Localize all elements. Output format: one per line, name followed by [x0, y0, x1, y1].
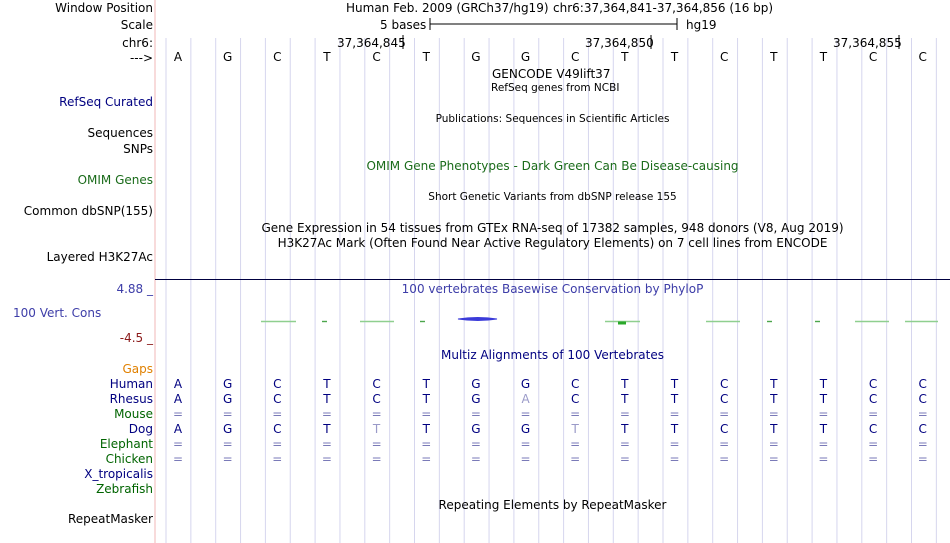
aligned-base: A	[173, 392, 183, 406]
aligned-base: A	[173, 377, 183, 391]
phylop-feature-glyph	[458, 318, 497, 321]
sequences-label[interactable]: Sequences	[87, 126, 153, 140]
window-coords: chr6:37,364,841-37,364,856 (16 bp)	[553, 1, 774, 15]
aligned-base: =	[222, 452, 233, 466]
aligned-base: C	[273, 377, 282, 391]
aligned-base: =	[470, 407, 481, 421]
aligned-base: C	[918, 392, 927, 406]
aligned-base: =	[520, 437, 531, 451]
layered-h3k27ac-label[interactable]: Layered H3K27Ac	[46, 250, 153, 264]
aligned-base: T	[372, 422, 381, 436]
ref-base: T	[670, 50, 679, 64]
aligned-base: =	[421, 407, 432, 421]
scale-label: Scale	[120, 18, 153, 32]
gtex-track-title[interactable]: Gene Expression in 54 tissues from GTEx RNA-seq of 17382 samples, 948 donors (V8, Aug 2019)	[261, 221, 844, 235]
aligned-base: C	[918, 377, 927, 391]
aligned-base: G	[471, 377, 481, 391]
aligned-base: =	[570, 407, 581, 421]
aligned-base: =	[818, 452, 829, 466]
aligned-base: =	[172, 407, 184, 421]
aligned-base: T	[323, 422, 331, 436]
species-label[interactable]: Mouse	[114, 407, 153, 421]
aligned-base: =	[719, 452, 730, 466]
species-label[interactable]: Dog	[128, 422, 153, 436]
aligned-base: C	[372, 377, 381, 391]
repeatmasker-track-title[interactable]: Repeating Elements by RepeatMasker	[438, 498, 667, 512]
tick-label-3: 37,364,855	[833, 36, 902, 50]
aligned-base: A	[173, 422, 183, 436]
aligned-base: C	[918, 422, 927, 436]
species-label[interactable]: Human	[109, 377, 153, 391]
aligned-base: T	[819, 422, 828, 436]
aligned-base: G	[520, 377, 531, 391]
aligned-base: =	[818, 407, 829, 421]
aligned-base: =	[172, 437, 184, 451]
aligned-base: C	[719, 377, 729, 391]
aligned-base: G	[471, 422, 481, 436]
omim-genes-label[interactable]: OMIM Genes	[77, 173, 153, 187]
aligned-base: =	[619, 452, 630, 466]
aligned-base: C	[719, 392, 729, 406]
aligned-base: =	[421, 437, 432, 451]
aligned-base: T	[621, 422, 629, 436]
aligned-base: C	[868, 377, 878, 391]
snps-label[interactable]: SNPs	[123, 142, 153, 156]
aligned-base: =	[272, 452, 283, 466]
phylop-max-label: 4.88 _	[116, 282, 153, 296]
aligned-base: =	[868, 407, 879, 421]
aligned-base: C	[273, 422, 282, 436]
aligned-base: G	[520, 422, 531, 436]
ref-base: T	[323, 50, 331, 64]
refseq-curated-label[interactable]: RefSeq Curated	[59, 95, 153, 109]
aligned-base: =	[917, 452, 928, 466]
ref-base: C	[868, 50, 878, 64]
aligned-base: =	[371, 407, 382, 421]
aligned-base: =	[222, 437, 233, 451]
aligned-base: =	[719, 407, 730, 421]
aligned-base: =	[669, 407, 680, 421]
aligned-base: T	[422, 392, 430, 406]
aligned-base: =	[470, 437, 481, 451]
ref-base: C	[372, 50, 381, 64]
species-label[interactable]: Zebrafish	[96, 482, 153, 496]
aligned-base: T	[819, 392, 828, 406]
repeatmasker-label[interactable]: RepeatMasker	[67, 512, 153, 526]
aligned-base: A	[521, 392, 530, 406]
aligned-base: T	[422, 377, 430, 391]
aligned-base: =	[570, 452, 581, 466]
phylop-track-title[interactable]: 100 vertebrates Basewise Conservation by PhyloP	[401, 282, 704, 296]
aligned-base: T	[819, 377, 828, 391]
species-label[interactable]: Rhesus	[109, 392, 153, 406]
tick-label-1: 37,364,845	[337, 36, 406, 50]
aligned-base: =	[272, 437, 283, 451]
refseq-track-subtitle: RefSeq genes from NCBI	[491, 82, 620, 94]
species-label[interactable]: Elephant	[99, 437, 153, 451]
ref-base: C	[719, 50, 729, 64]
common-dbsnp-label[interactable]: Common dbSNP(155)	[23, 204, 153, 218]
chrom-label: chr6:	[122, 36, 153, 50]
h3k27-track-title[interactable]: H3K27Ac Mark (Often Found Near Active Regulatory Elements) on 7 cell lines from ENCODE	[277, 236, 828, 250]
aligned-base: =	[371, 437, 382, 451]
ref-base: A	[173, 50, 183, 64]
aligned-base: C	[570, 377, 580, 391]
aligned-base: C	[372, 392, 381, 406]
ref-base: G	[222, 50, 233, 64]
aligned-base: T	[670, 392, 679, 406]
aligned-base: =	[917, 437, 928, 451]
aligned-base: C	[273, 392, 282, 406]
aligned-base: =	[172, 452, 184, 466]
ref-base: C	[273, 50, 282, 64]
ref-base: G	[471, 50, 481, 64]
scale-text: 5 bases	[380, 18, 427, 32]
aligned-base: C	[868, 422, 878, 436]
aligned-base: T	[621, 377, 629, 391]
omim-track-title[interactable]: OMIM Gene Phenotypes - Dark Green Can Be Disease-causing	[366, 159, 739, 173]
aligned-base: T	[670, 422, 679, 436]
aligned-base: =	[222, 407, 233, 421]
aligned-base: =	[470, 452, 481, 466]
ref-base: T	[621, 50, 629, 64]
aligned-base: T	[422, 422, 430, 436]
aligned-base: =	[868, 437, 879, 451]
window-position-label: Window Position	[55, 1, 153, 15]
ref-base: T	[422, 50, 430, 64]
assembly-name: Human Feb. 2009 (GRCh37/hg19)	[346, 1, 549, 15]
aligned-base: =	[917, 407, 928, 421]
aligned-base: T	[571, 422, 579, 436]
aligned-base: =	[321, 452, 332, 466]
ref-base: C	[570, 50, 580, 64]
aligned-base: G	[222, 377, 233, 391]
tick-label-2: 37,364,850	[585, 36, 654, 50]
aligned-base: =	[321, 437, 332, 451]
gaps-label: Gaps	[122, 362, 153, 376]
species-label[interactable]: Chicken	[105, 452, 153, 466]
gencode-track-title[interactable]: GENCODE V49lift37	[492, 67, 611, 81]
aligned-base: T	[621, 392, 629, 406]
aligned-base: G	[222, 422, 233, 436]
dbsnp-track-title[interactable]: Short Genetic Variants from dbSNP release 155	[428, 191, 677, 203]
aligned-base: T	[323, 377, 331, 391]
aligned-base: =	[818, 437, 829, 451]
aligned-base: C	[719, 422, 729, 436]
aligned-base: =	[371, 452, 382, 466]
aligned-base: =	[272, 407, 283, 421]
multiz-track-title[interactable]: Multiz Alignments of 100 Vertebrates	[440, 348, 665, 362]
aligned-base: =	[520, 452, 531, 466]
aligned-base: =	[321, 407, 332, 421]
aligned-base: =	[619, 437, 630, 451]
scale-db: hg19	[686, 18, 717, 32]
aligned-base: T	[770, 377, 778, 391]
aligned-base: =	[570, 437, 581, 451]
ref-base: T	[770, 50, 778, 64]
publications-track-title[interactable]: Publications: Sequences in Scientific Articles	[435, 113, 670, 125]
aligned-base: T	[770, 392, 778, 406]
species-label[interactable]: X_tropicalis	[84, 467, 153, 481]
aligned-base: =	[868, 452, 879, 466]
aligned-base: =	[768, 437, 779, 451]
aligned-base: T	[323, 392, 331, 406]
aligned-base: =	[768, 452, 779, 466]
aligned-base: C	[570, 392, 580, 406]
ref-base: G	[520, 50, 531, 64]
ref-base: C	[918, 50, 927, 64]
ref-base: T	[819, 50, 828, 64]
aligned-base: G	[222, 392, 233, 406]
aligned-base: =	[619, 407, 630, 421]
aligned-base: =	[669, 437, 680, 451]
aligned-base: T	[670, 377, 679, 391]
aligned-base: =	[421, 452, 432, 466]
vert-cons-label[interactable]: 100 Vert. Cons	[13, 306, 102, 320]
strand-label: --->	[129, 51, 153, 65]
phylop-min-label: -4.5 _	[119, 331, 153, 345]
aligned-base: =	[719, 437, 730, 451]
aligned-base: G	[471, 392, 481, 406]
aligned-base: =	[669, 452, 680, 466]
aligned-base: T	[770, 422, 778, 436]
aligned-base: =	[520, 407, 531, 421]
aligned-base: =	[768, 407, 779, 421]
aligned-base: C	[868, 392, 878, 406]
